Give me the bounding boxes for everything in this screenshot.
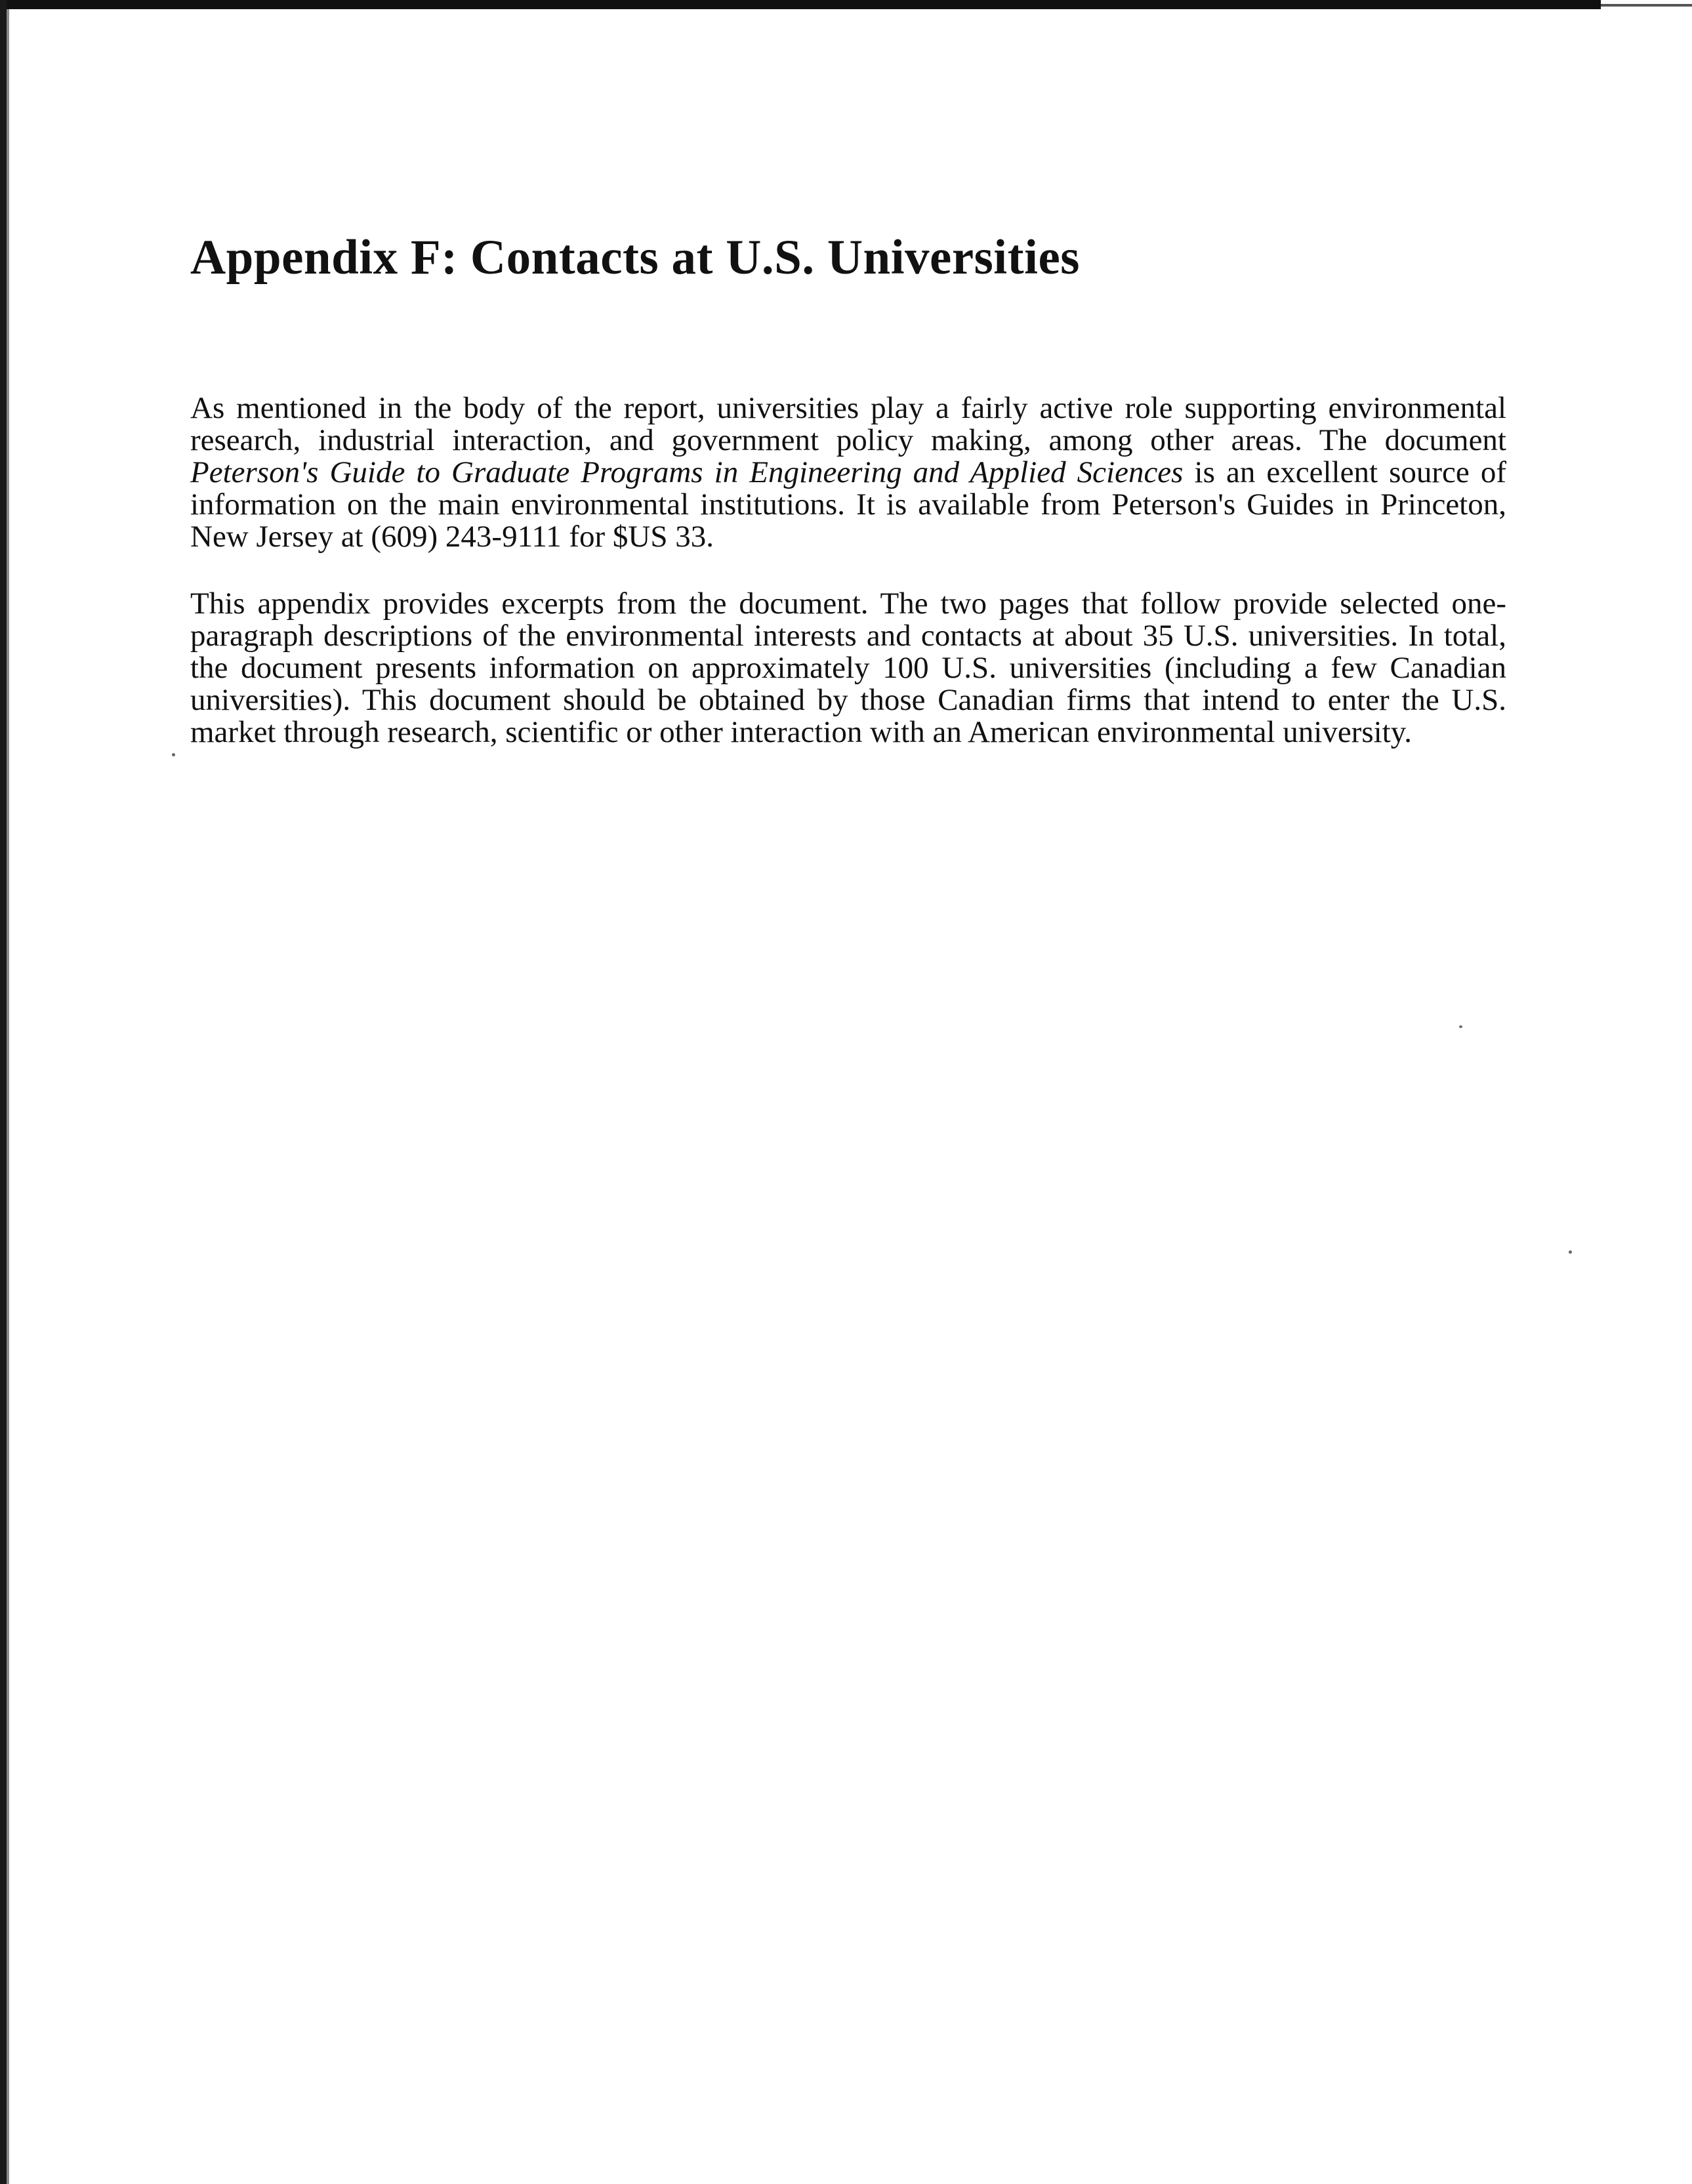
appendix-description-paragraph: This appendix provides excerpts from the document. The two pages that follow provide selected one-paragraph descriptions of the environmental interests and contacts at about 35 U.S. universities. In total, the document presents information on approximately 100 U.S. universities (including a few Canadian universities). This document should be obtained by those Canadian firms that intend to enter the U.S. market through research, scientific or other interaction with an American environmental university.: [190, 587, 1506, 749]
publication-title: Peterson's Guide to Graduate Programs in Engineering and Applied Sciences: [190, 455, 1184, 489]
intro-paragraph: [190, 392, 1506, 553]
intro-paragraph-lead: As mentioned in the body of the report, universities play a fairly active role supporting environmental research, industrial interaction, and government policy making, among other areas. The document: [190, 391, 1506, 457]
scan-top-border: [0, 0, 1601, 9]
scan-top-border-thin: [1601, 4, 1692, 7]
scan-speck: [1459, 1025, 1462, 1028]
page-title: Appendix F: Contacts at U.S. Universities: [190, 230, 1080, 285]
intro-paragraph-tail: is an excellent source of information on the main environmental institutions. It is available from Peterson's Guides in Princeton, New Jersey at (609) 243-9111 for $US 33.: [190, 455, 1506, 554]
scan-speck: [172, 753, 175, 756]
scan-left-border: [0, 0, 7, 2184]
scan-speck: [1569, 1250, 1572, 1254]
scan-left-border-inner: [7, 9, 9, 2184]
